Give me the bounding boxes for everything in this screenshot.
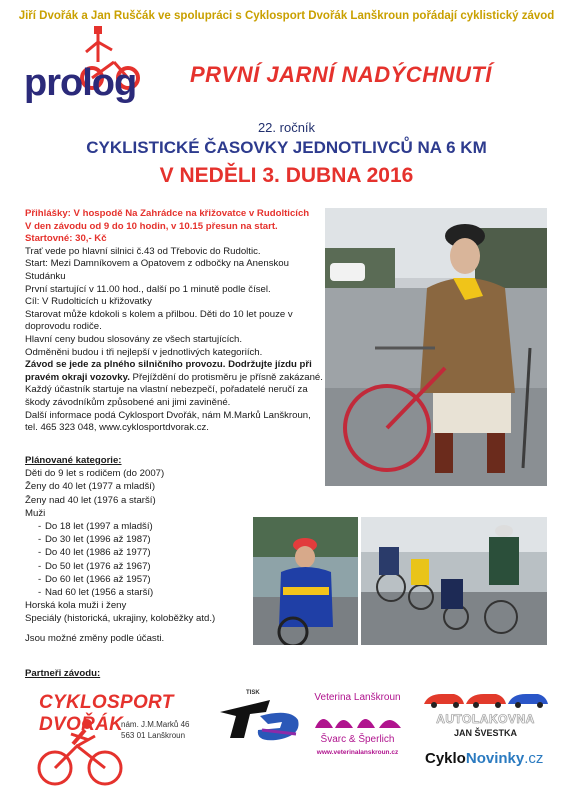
cars-icon (422, 688, 549, 710)
category-men-item: - Do 40 let (1986 až 1977) (25, 546, 265, 559)
autolakovna-name: AUTOLAKOVNA (436, 712, 535, 726)
cyklonovinky-part-2: Novinky (465, 750, 525, 767)
tg-small-label: TISK (246, 690, 260, 696)
category-mtb: Horská kola muži i ženy (25, 600, 127, 612)
vet-web: www.veterinalanskroun.cz (316, 749, 399, 756)
start-info: Start: Mezi Damníkovem a Opatovem z odbočky na Anenskou Studánku (25, 258, 289, 282)
category-men-item: - Do 60 let (1966 až 1957) (25, 573, 265, 586)
traffic-warning: Závod se jede za plného silničního provozu. Dodržujte jízdu při pravém okraji vozovky. (25, 359, 312, 383)
cyklosport-name: CYKLOSPORT DVOŘÁK (39, 692, 174, 735)
photo-costumed-rider (325, 208, 547, 486)
contact-info: Další informace podá Cyklosport Dvořák, nám M.Marků Lanškroun, tel. 465 323 048, www.cyklosportdvorak.cz. (25, 409, 311, 434)
categories-list (25, 454, 265, 645)
category-men-item: - Do 18 let (1997 a mladší) (25, 520, 265, 533)
cyklonovinky-part-1: Cyklo (425, 750, 466, 767)
partner-cyklonovinky (425, 750, 555, 780)
partner-autolakovna (418, 688, 553, 748)
photo-family-riders (361, 517, 547, 645)
registration-line-1: Přihlášky: V hospodě Na Zahrádce na křižovatce v Rudolticích (25, 208, 310, 219)
tg-logo-icon (210, 690, 305, 745)
eligibility-info: Starovat může kdokoli s kolem a přilbou. Děti do 10 let pouze v doprovodu rodiče. (25, 308, 293, 333)
organizers-line: Jiří Dvořák a Jan Ruščák ve spolupráci s Cyklosport Dvořák Lanškroun pořádají cyklistický závod (18, 10, 555, 22)
page-title: PRVNÍ JARNÍ NADÝCHNUTÍ (190, 62, 492, 87)
prolog-logo (24, 26, 174, 106)
registration-line-2: V den závodu od 9 do 10 hodin, v 10.15 přesun na start. (25, 220, 278, 232)
vet-owners: Švarc & Šperlich (320, 734, 395, 745)
cyklosport-address-1: nám. J.M.Marků 46 (121, 720, 190, 729)
category-women-old: Ženy nad 40 let (1976 a starší) (25, 494, 156, 506)
traffic-info (25, 359, 325, 409)
category-men-item: - Nad 60 let (1956 a starší) (25, 586, 265, 599)
race-date: V NEDĚLI 3. DUBNA 2016 (159, 164, 414, 187)
vet-name: Veterina Lanškroun (314, 692, 401, 703)
first-start-info: První startující v 11.00 hod., další po 1 minutě podle čísel. (25, 283, 271, 295)
prizes-info-2: Odměněni budou i tři nejlepší v jednotlivých kategoriích. (25, 346, 263, 358)
photo-racer (253, 517, 358, 645)
race-subtitle: CYKLISTICKÉ ČASOVKY JEDNOTLIVCŮ NA 6 KM (86, 138, 487, 157)
cyklonovinky-part-3: .cz (524, 750, 544, 767)
animals-icon (313, 708, 403, 732)
finish-info: Cíl: V Rudolticích u křižovatky (25, 296, 152, 308)
partners-title: Partneři závodu: (25, 668, 101, 679)
category-men-item: - Do 30 let (1996 až 1987) (25, 533, 265, 546)
cyklosport-address-2: 563 01 Lanškroun (121, 731, 186, 740)
logo-text: prolog (24, 62, 137, 104)
categories-title: Plánované kategorie: (25, 455, 122, 466)
edition-label: 22. ročník (257, 120, 316, 135)
route-info: Trať vede po hlavní silnici č.43 od Třebovic do Rudoltic. (25, 245, 261, 257)
categories-note: Jsou možné změny podle účasti. (25, 632, 165, 644)
category-kids: Děti do 9 let s rodičem (do 2007) (25, 468, 165, 480)
category-women-young: Ženy do 40 let (1977 a mladší) (25, 481, 156, 493)
category-men-item: - Do 50 let (1976 až 1967) (25, 560, 265, 573)
category-special: Speciály (historická, ukrajiny, koloběžky atd.) (25, 613, 216, 625)
category-men: Muži (25, 507, 46, 519)
partner-cyklosport (27, 688, 227, 788)
traffic-rules: Přejíždění do protisměru je přísně zakázané. Každý účastník startuje na vlastní nebezpečí, pořadatelé neručí za škody závodníkům způsobené ani jimi zaviněné. (25, 371, 323, 408)
partner-tg (210, 690, 305, 745)
race-info (25, 208, 325, 435)
partner-veterina (305, 692, 410, 772)
prizes-info-1: Hlavní ceny budou slosovány ze všech startujících. (25, 333, 243, 345)
entry-fee: Startovné: 30,- Kč (25, 233, 107, 245)
autolakovna-owner: JAN ŠVESTKA (453, 728, 517, 738)
